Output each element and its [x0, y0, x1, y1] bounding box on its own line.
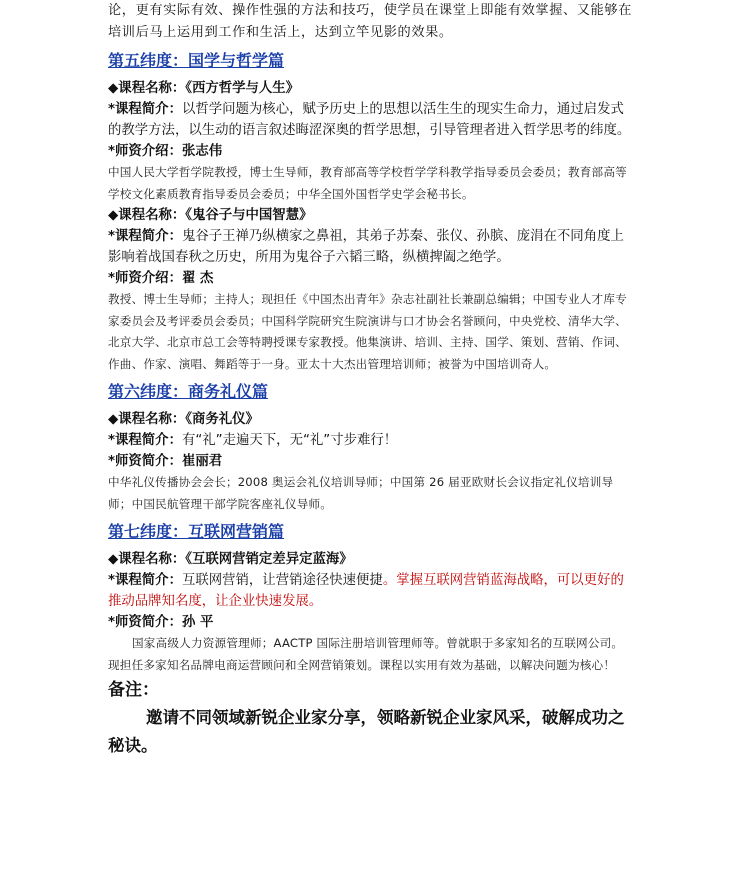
course-intro-row	[108, 570, 633, 612]
teacher-row	[108, 612, 633, 633]
teacher-bio: 中国人民大学哲学院教授，博士生导师，教育部高等学校哲学学科教学指导委员会委员；教育部高等学校文化素质教育指导委员会委员；中华全国外国哲学史学会秘书长。	[108, 165, 627, 201]
teacher-name: 张志伟	[181, 144, 223, 159]
teacher-label: *师资介绍：	[108, 271, 182, 286]
teacher-bio: 中华礼仪传播协会会长；2008 奥运会礼仪培训导师；中国第 26 届亚欧财长会议指定礼仪培训导师；中国民航管理干部学院客座礼仪导师。	[108, 475, 614, 511]
course-intro-label: *课程简介：	[108, 433, 182, 448]
teacher-name: 崔丽君	[181, 454, 223, 469]
course-intro-text: 以哲学问题为核心，赋予历史上的思想以活生生的现实生命力，通过启发式的教学方法，以生动的语言叙述晦涩深奥的哲学思想，引导管理者进入哲学思考的纬度。	[108, 102, 631, 138]
teacher-label: *师资简介：	[108, 454, 182, 469]
course-intro-text-a: 互联网营销，让营销途径快速便捷	[181, 573, 383, 588]
course-intro-row	[108, 99, 633, 141]
teacher-row	[108, 268, 633, 289]
teacher-label: *师资简介：	[108, 615, 182, 630]
teacher-name: 孙 平	[181, 615, 214, 630]
course-intro-row	[108, 430, 633, 451]
course-intro-text-b: 。掌握互联网营销蓝海战略，可以更好的推动品牌知名度，让企业快速发展。	[108, 573, 624, 609]
course-name: 《鬼谷子与中国智慧》	[185, 208, 313, 223]
course-name: 《互联网营销定差异定蓝海》	[185, 552, 353, 567]
teacher-bio: 教授、博士生导师；主持人；现担任《中国杰出青年》杂志社副社长兼副总编辑；中国专业人才库专家委员会及考评委员会委员；中国科学院研究生院演讲与口才协会名誉顾问，中央党校、清华大学、北京大学、北京市总工会等特聘授课专家教授。他集演讲、培训、主持、国学、策划、营销、作词、作曲、作家、演唱、舞蹈等于一身。亚太十大杰出管理培训师；被誉为中国培训奇人。	[108, 292, 627, 371]
note-label: 备注：	[108, 680, 159, 700]
teacher-row	[108, 141, 633, 162]
intro-paragraph: 论，更有实际有效、操作性强的方法和技巧，使学员在课堂上即能有效掌握、又能够在培训后马上运用到工作和生活上，达到立竿见影的效果。	[108, 3, 632, 40]
course-name-label: ◆课程名称：	[108, 552, 186, 567]
course-name-row	[108, 409, 633, 430]
course-name: 《西方哲学与人生》	[185, 81, 300, 96]
course-intro-label: *课程简介：	[108, 102, 182, 117]
course-name-label: ◆课程名称：	[108, 208, 186, 223]
course-intro-row	[108, 226, 633, 268]
course-intro-text: 鬼谷子王禅乃纵横家之鼻祖，其弟子苏秦、张仪、孙膑、庞涓在不同角度上影响着战国春秋之历史，所用为鬼谷子六韬三略，纵横捭阖之绝学。	[108, 229, 624, 265]
course-name-row	[108, 205, 633, 226]
course-name-label: ◆课程名称：	[108, 412, 186, 427]
teacher-label: *师资介绍：	[108, 144, 182, 159]
course-name: 《商务礼仪》	[185, 412, 259, 427]
section-heading-7[interactable]: 第七纬度：互联网营销篇	[108, 522, 285, 541]
section-heading-6[interactable]: 第六纬度：商务礼仪篇	[108, 382, 269, 401]
course-intro-text: 有“礼”走遍天下，无“礼”寸步难行！	[181, 433, 398, 448]
course-name-row	[108, 549, 633, 570]
teacher-row	[108, 451, 633, 472]
course-intro-label: *课程简介：	[108, 573, 182, 588]
course-intro-label: *课程简介：	[108, 229, 182, 244]
note-text: 邀请不同领域新锐企业家分享，领略新锐企业家风采，破解成功之秘诀。	[108, 708, 625, 755]
teacher-bio: 国家高级人力资源管理师；AACTP 国际注册培训管理师等。曾就职于多家知名的互联网公司。现担任多家知名品牌电商运营顾问和全网营销策划。课程以实用有效为基础，以解决问题为核心！	[108, 636, 624, 672]
course-name-row	[108, 78, 633, 99]
course-name-label: ◆课程名称：	[108, 81, 186, 96]
section-heading-5[interactable]: 第五纬度：国学与哲学篇	[108, 51, 285, 70]
teacher-name: 翟 杰	[181, 271, 214, 286]
